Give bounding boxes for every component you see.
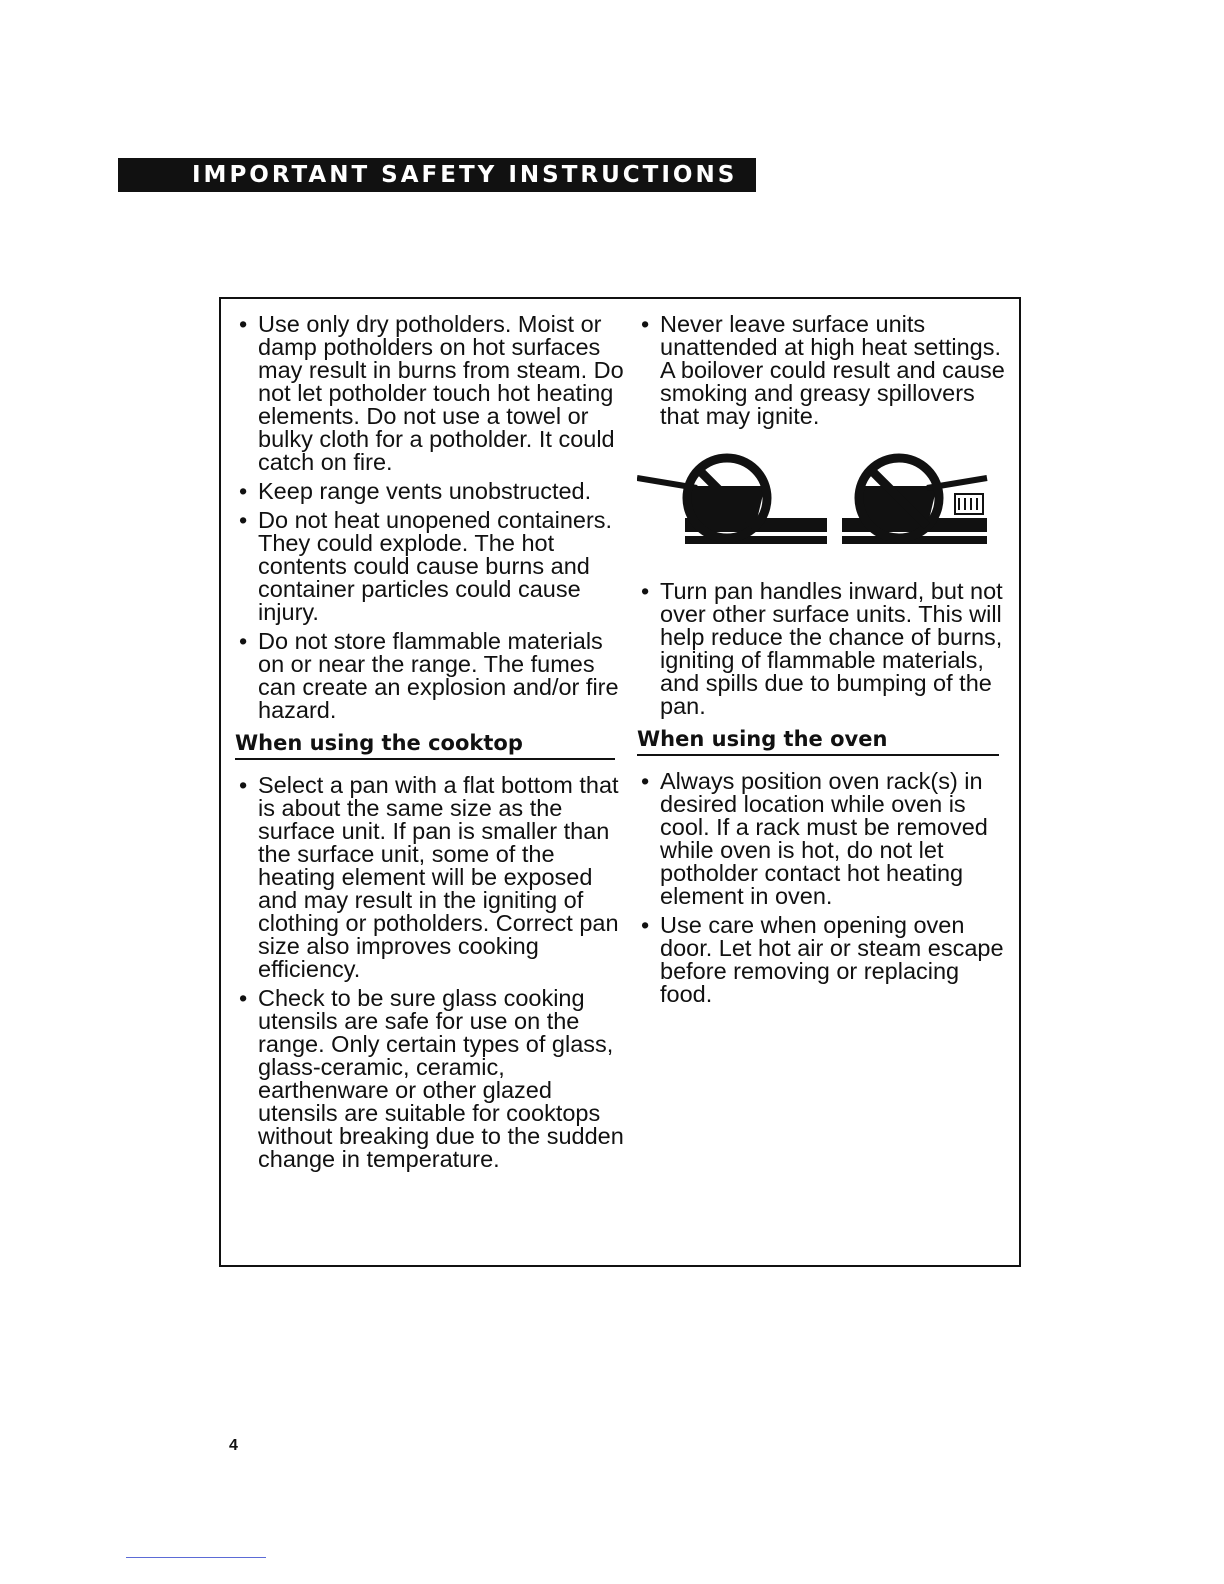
right-column <box>637 313 1013 1012</box>
list-item: • Never leave surface units unattended at high heat settings. A boilover could result and cause smoking and greasy spillovers that may ignite. <box>637 313 1013 428</box>
safety-instructions-box <box>219 297 1021 1267</box>
illustration-svg <box>637 448 997 568</box>
list-item: • Do not store flammable materials on or near the range. The fumes can create an explosion and/or fire hazard. <box>235 630 627 722</box>
list-item: • Keep range vents unobstructed. <box>235 480 627 503</box>
list-item: • Turn pan handles inward, but not over other surface units. This will help reduce the chance of burns, igniting of flammable materials, and spills due to bumping of the pan. <box>637 580 1013 718</box>
banner-title: IMPORTANT SAFETY INSTRUCTIONS <box>192 162 738 188</box>
pan-handle-illustration <box>637 448 1013 568</box>
footer-rule <box>126 1557 266 1558</box>
safety-banner <box>118 158 756 192</box>
prohibited-pan-handle-over-unit-icon <box>842 458 987 544</box>
oven-heading: When using the oven <box>637 726 999 756</box>
surface-unit-list <box>637 313 1013 428</box>
cooktop-safety-list <box>235 774 627 1171</box>
left-column <box>235 313 627 1177</box>
list-item: • Check to be sure glass cooking utensils are safe for use on the range. Only certain types of glass, glass-ceramic, ceramic, earthenware or other glazed utensils are suitable for cooktops without breaking due to the sudden change in temperature. <box>235 987 627 1171</box>
pan-handle-list <box>637 580 1013 718</box>
page-number: 4 <box>229 1437 238 1454</box>
list-item: • Use only dry potholders. Moist or damp potholders on hot surfaces may result in burns from steam. Do not let potholder touch hot heating elements. Do not use a towel or bulky cloth for a potholder. It could catch on fire. <box>235 313 627 474</box>
list-item: • Always position oven rack(s) in desired location while oven is cool. If a rack must be removed while oven is hot, do not let potholder contact hot heating element in oven. <box>637 770 1013 908</box>
general-safety-list <box>235 313 627 722</box>
oven-safety-list <box>637 770 1013 1006</box>
list-item: • Do not heat unopened containers. They could explode. The hot contents could cause burns and container particles could cause injury. <box>235 509 627 624</box>
cooktop-heading: When using the cooktop <box>235 730 615 760</box>
list-item: • Select a pan with a flat bottom that is about the same size as the surface unit. If pan is smaller than the surface unit, some of the heating element will be exposed and may result in the igniting of clothing or potholders. Correct pan size also improves cooking efficiency. <box>235 774 627 981</box>
prohibited-pan-handle-out-icon <box>637 458 827 544</box>
list-item: • Use care when opening oven door. Let hot air or steam escape before removing or replacing food. <box>637 914 1013 1006</box>
